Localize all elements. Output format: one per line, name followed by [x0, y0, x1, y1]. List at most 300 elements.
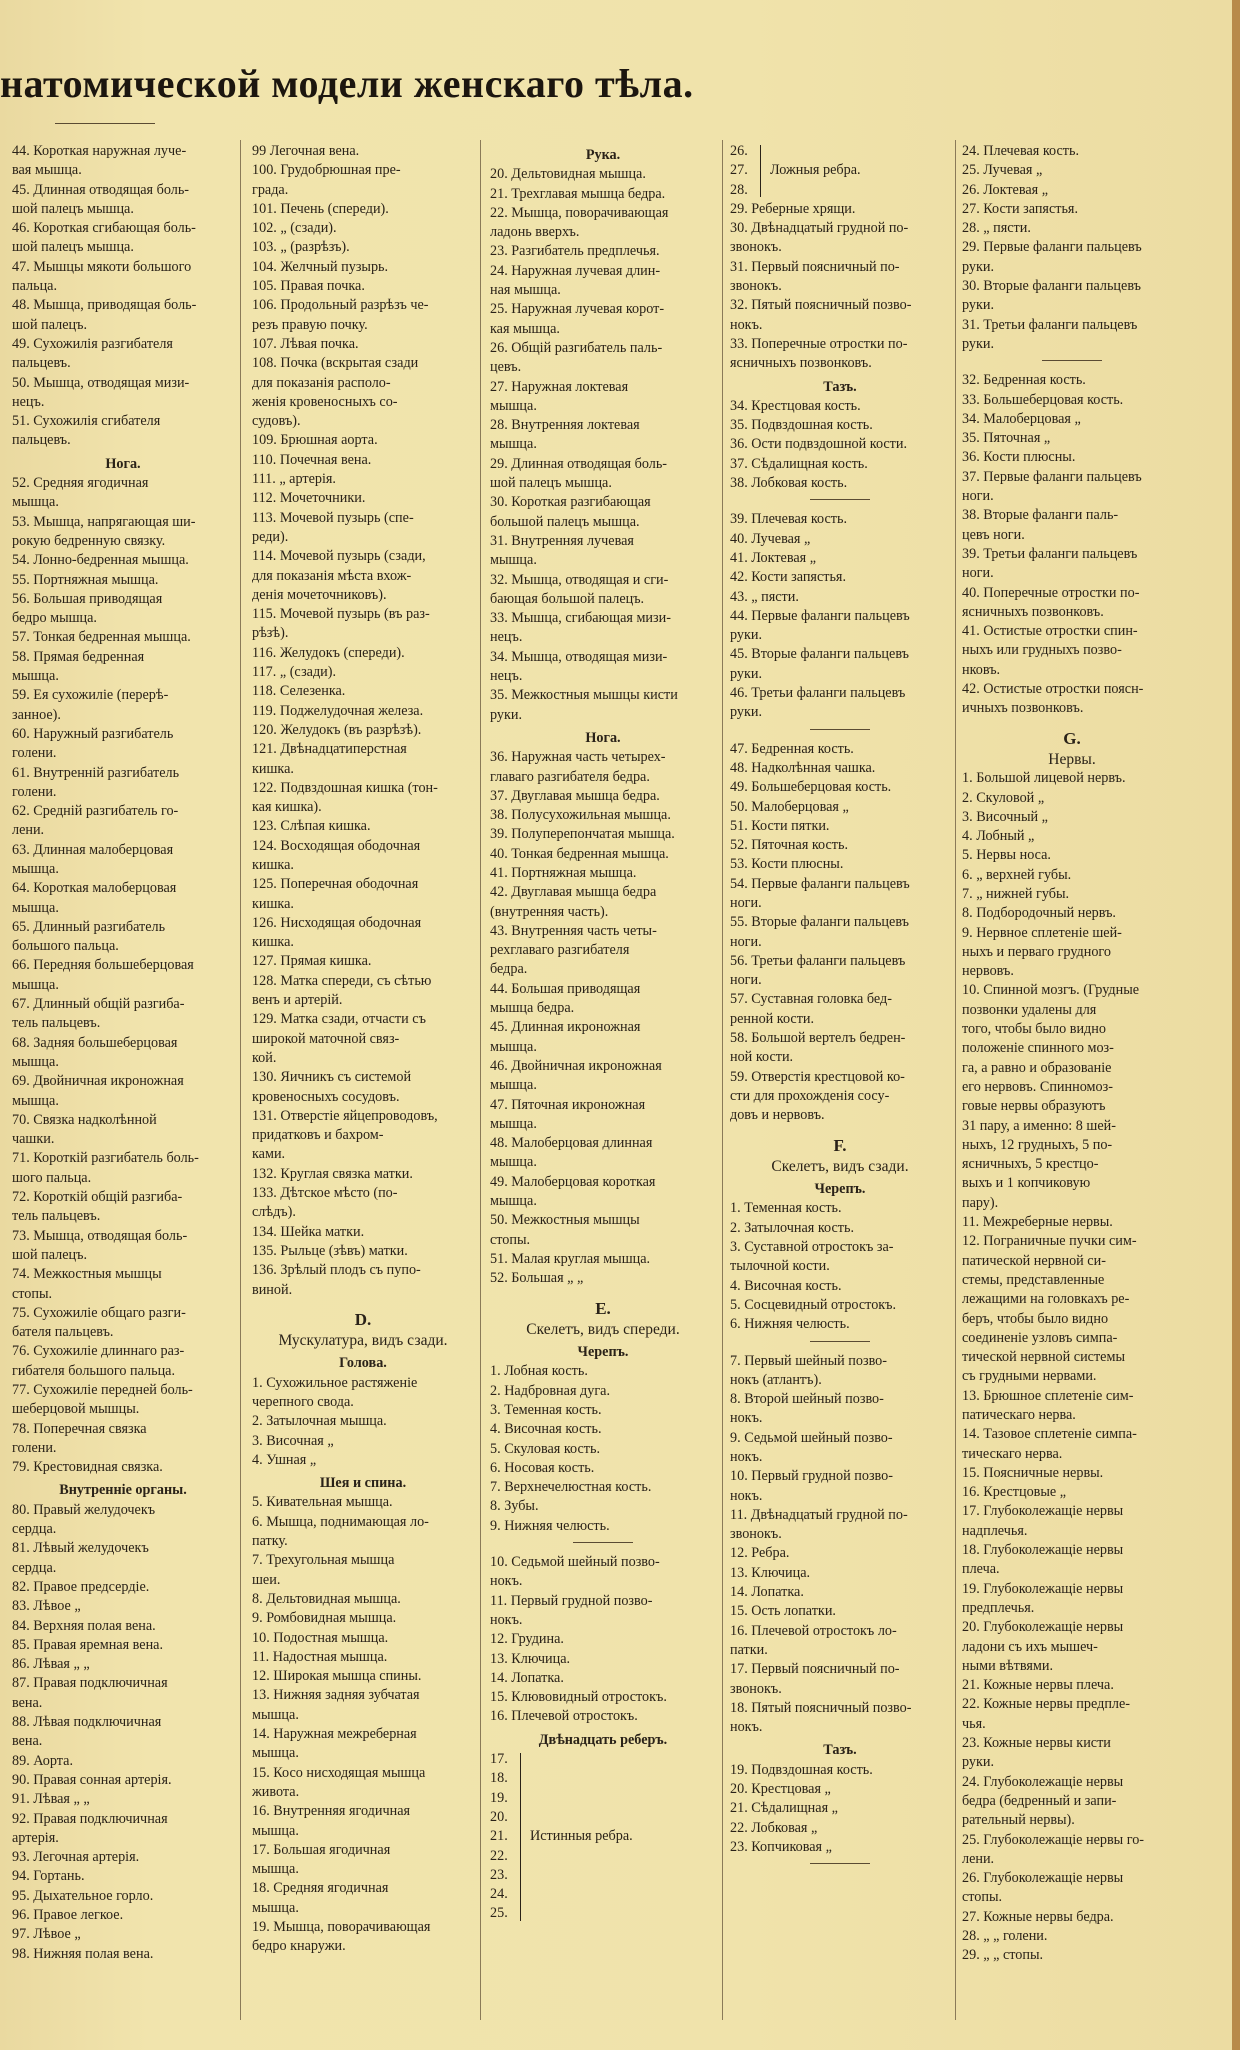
- list-item: кишка.: [252, 760, 294, 777]
- list-item: 49. Сухожилія разгибателя: [12, 335, 173, 352]
- list-item: женія кровеносныхъ со-: [252, 393, 398, 410]
- list-item: мышца.: [12, 976, 59, 993]
- list-item: 1. Сухожильное растяженіе: [252, 1374, 418, 1391]
- list-item: 11. Межреберные нервы.: [962, 1214, 1113, 1231]
- list-item: 29. Первые фаланги пальцевъ: [962, 239, 1142, 256]
- list-item: нецъ.: [490, 629, 523, 646]
- list-item: 7. Верхнечелюстная кость.: [490, 1479, 652, 1496]
- section-divider: [810, 1863, 870, 1864]
- list-item: 89. Аорта.: [12, 1752, 74, 1769]
- list-item: 73. Мышца, отводящая боль-: [12, 1227, 188, 1244]
- list-item: 34. Мышца, отводящая мизи-: [490, 648, 668, 665]
- list-item: 122. Подвздошная кишка (тон-: [252, 779, 438, 796]
- list-item: 14. Тазовое сплетеніе симпа-: [962, 1426, 1137, 1443]
- list-item: ныхъ или грудныхъ позво-: [962, 642, 1122, 659]
- list-item: ясничныхъ, 5 крестцо-: [962, 1156, 1099, 1173]
- list-item: 19. Мышца, поворачивающая: [252, 1919, 431, 1936]
- list-item: 100. Грудобрюшная пре-: [252, 162, 401, 179]
- list-item: 7. Первый шейный позво-: [730, 1352, 887, 1369]
- list-item: 10. Седьмой шейный позво-: [490, 1554, 660, 1571]
- list-item: кая мышца.: [490, 320, 560, 337]
- list-item: 83. Лѣвое „: [12, 1598, 81, 1615]
- list-item: мышца.: [490, 1193, 537, 1210]
- list-item: мышца бедра.: [490, 1000, 575, 1017]
- list-item: 84. Верхняя полая вена.: [12, 1617, 156, 1634]
- brace-label: Истинныя ребра.: [530, 1827, 633, 1844]
- list-item: 20. Дельтовидная мышца.: [490, 166, 646, 183]
- list-item: 59. Ея сухожиліе (перерѣ-: [12, 687, 169, 704]
- list-item: рехглаваго разгибателя: [490, 942, 630, 959]
- list-item: 52. Большая „ „: [490, 1270, 584, 1287]
- list-item: голени.: [12, 1439, 57, 1456]
- column-divider: [480, 140, 481, 2020]
- list-item: мышца.: [12, 899, 59, 916]
- list-item: кишка.: [252, 934, 294, 951]
- list-item: вая мышца.: [12, 162, 82, 179]
- list-item: 5. Сосцевидный отростокъ.: [730, 1296, 897, 1313]
- section-letter: G.: [1063, 728, 1081, 748]
- list-item: ясничныхъ позвонковъ.: [962, 603, 1104, 620]
- list-item: венъ и артерій.: [252, 992, 343, 1009]
- list-item: 118. Селезенка.: [252, 683, 346, 700]
- list-item: 9. Седьмой шейный позво-: [730, 1429, 893, 1446]
- list-item: кой.: [252, 1049, 277, 1066]
- list-item: пальцевъ.: [12, 432, 71, 449]
- list-item: 16. Крестцовые „: [962, 1484, 1067, 1501]
- list-item: мышца.: [490, 552, 537, 569]
- list-item: 127. Прямая кишка.: [252, 953, 372, 970]
- list-item: 27. Наружная локтевая: [490, 378, 629, 395]
- list-item: 99 Легочная вена.: [252, 143, 360, 159]
- list-item: мышца.: [252, 1899, 299, 1916]
- list-item: 75. Сухожиліе общаго разги-: [12, 1304, 186, 1321]
- list-item: 8. Зубы.: [490, 1498, 539, 1515]
- list-item: 53. Кости плюсны.: [730, 856, 844, 873]
- list-item: 115. Мочевой пузырь (въ раз-: [252, 606, 430, 623]
- section-subtitle: Нервы.: [1048, 750, 1096, 768]
- list-item: 116. Желудокъ (спереди).: [252, 644, 405, 661]
- list-item: стопы.: [12, 1285, 53, 1302]
- list-item: 9. Нервное сплетеніе шей-: [962, 924, 1122, 941]
- list-item: 14. Наружная межреберная: [252, 1726, 417, 1743]
- list-item: руки.: [962, 258, 995, 275]
- column-divider: [955, 140, 956, 2020]
- list-item: 131. Отверстіе яйцепроводовъ,: [252, 1107, 438, 1124]
- column-2: [252, 142, 474, 1957]
- list-item: шеберцовой мышцы.: [12, 1401, 140, 1418]
- list-item: 132. Круглая связка матки.: [252, 1165, 413, 1182]
- list-item: га, а равно и образованіе: [962, 1059, 1112, 1076]
- list-item: 90. Правая сонная артерія.: [12, 1771, 172, 1788]
- list-item: 94. Гортань.: [12, 1868, 85, 1885]
- list-item: кишка.: [252, 856, 294, 873]
- list-item: 39. Плечевая кость.: [730, 511, 847, 528]
- list-item: мышца.: [490, 1038, 537, 1055]
- list-item: 37. Двуглавая мышца бедра.: [490, 787, 660, 804]
- list-item: 24.: [490, 1886, 508, 1903]
- list-item: бателя пальцевъ.: [12, 1324, 114, 1341]
- list-item: мышца.: [490, 1115, 537, 1132]
- list-item: нервовъ.: [962, 963, 1014, 980]
- list-item: 32. Пятый поясничный позво-: [730, 297, 912, 314]
- list-item: ичныхъ позвонковъ.: [962, 700, 1084, 717]
- list-item: 25.: [490, 1905, 508, 1922]
- list-item: 12. Грудина.: [490, 1631, 564, 1648]
- list-item: звонокъ.: [730, 1680, 782, 1697]
- brace-label: Ложныя ребра.: [770, 161, 861, 178]
- column-4: [730, 142, 950, 1874]
- list-item: 29. Длинная отводящая боль-: [490, 455, 668, 472]
- list-item: 44. Короткая наружная луче-: [12, 143, 187, 159]
- list-item: 9. Нижняя челюсть.: [490, 1517, 610, 1534]
- list-item: 6. Носовая кость.: [490, 1459, 595, 1476]
- list-item: 117. „ (сзади).: [252, 664, 337, 681]
- section-heading: Черепъ.: [577, 1344, 629, 1361]
- list-item: тылочной кости.: [730, 1258, 830, 1275]
- list-item: бедра.: [490, 961, 528, 978]
- list-item: 3. Теменная кость.: [490, 1402, 602, 1418]
- list-item: плеча.: [962, 1561, 1000, 1578]
- page-title: натомической модели женскаго тѣла.: [0, 61, 694, 106]
- list-item: 17.: [490, 1751, 508, 1768]
- list-item: 46. Короткая сгибающая боль-: [12, 220, 196, 237]
- list-item: 45. Вторые фаланги пальцевъ: [730, 646, 909, 663]
- list-item: 50. Мышца, отводящая мизи-: [12, 374, 190, 391]
- list-item: 12. Ребра.: [730, 1545, 790, 1562]
- list-item: слѣдъ).: [252, 1204, 296, 1221]
- list-item: 25. Глубоколежащіе нервы го-: [962, 1831, 1145, 1848]
- list-item: ныхъ и перваго грудного: [962, 943, 1111, 960]
- list-item: 125. Поперечная ободочная: [252, 876, 419, 893]
- list-item: ладони съ ихъ мышеч-: [962, 1638, 1098, 1655]
- list-item: 47. Бедренная кость.: [730, 740, 854, 757]
- list-item: 103. „ (разрѣзъ).: [252, 239, 350, 256]
- list-item: руки.: [962, 335, 995, 352]
- list-item: 22. Мышца, поворачивающая: [490, 204, 669, 221]
- list-item: 7. „ нижней губы.: [962, 885, 1070, 902]
- section-heading: Нога.: [105, 455, 141, 472]
- list-item: 58. Большой вертелъ бедрен-: [730, 1030, 906, 1047]
- list-item: патической нервной си-: [962, 1252, 1106, 1269]
- list-item: сти для прохожденія сосу-: [730, 1087, 890, 1104]
- list-item: кровеносныхъ сосудовъ.: [252, 1088, 400, 1105]
- section-subtitle: Скелетъ, видъ спереди.: [526, 1320, 680, 1338]
- list-item: 47. Пяточная икроножная: [490, 1096, 646, 1113]
- section-divider: [573, 1542, 633, 1543]
- list-item: 8. Подбородочный нервъ.: [962, 905, 1116, 922]
- section-heading: Тазъ.: [823, 1742, 857, 1759]
- section-heading: Двѣнадцать реберъ.: [538, 1731, 668, 1748]
- list-item: патку.: [252, 1533, 288, 1550]
- list-item: 54. Лонно-бедренная мышца.: [12, 552, 189, 569]
- list-item: 71. Короткій разгибатель боль-: [12, 1150, 199, 1167]
- list-item: 49. Малоберцовая короткая: [490, 1173, 656, 1190]
- list-item: 112. Мочеточники.: [252, 490, 366, 507]
- list-item: большой палецъ мышца.: [490, 513, 640, 530]
- list-item: 18. Пятый поясничный позво-: [730, 1699, 912, 1716]
- list-item: патки.: [730, 1641, 768, 1658]
- list-item: 41. Портняжная мышца.: [490, 864, 637, 881]
- list-item: 134. Шейка матки.: [252, 1223, 365, 1240]
- list-item: артерія.: [12, 1829, 59, 1846]
- section-heading: Рука.: [585, 147, 621, 163]
- list-item: бающая большой палецъ.: [490, 590, 645, 607]
- list-item: мышца.: [12, 1092, 59, 1109]
- list-item: 42. Остистые отростки поясн-: [962, 681, 1144, 698]
- list-item: 31. Первый поясничный по-: [730, 258, 900, 275]
- section-heading: Шея и спина.: [319, 1475, 407, 1492]
- list-item: ная мышца.: [490, 282, 561, 299]
- list-item: 21.: [490, 1828, 508, 1845]
- list-item: 4. Ушная „: [252, 1451, 317, 1468]
- list-item: нокъ.: [730, 1449, 763, 1465]
- list-item: шой палецъ мышца.: [12, 200, 134, 217]
- list-item: бедро кнаружи.: [252, 1938, 346, 1955]
- list-item: 57. Суставная головка бед-: [730, 991, 892, 1008]
- list-item: 107. Лѣвая почка.: [252, 335, 359, 352]
- list-item: нокъ.: [730, 1719, 763, 1736]
- list-item: 72. Короткій общій разгиба-: [12, 1189, 183, 1206]
- list-item: звонокъ.: [730, 1526, 782, 1543]
- list-item: 114. Мочевой пузырь (сзади,: [252, 548, 426, 565]
- list-item: 70. Связка надколѣнной: [12, 1111, 157, 1128]
- list-item: 129. Матка сзади, отчасти съ: [252, 1011, 426, 1028]
- list-item: 15. Ость лопатки.: [730, 1603, 836, 1620]
- list-item: денія мочеточниковъ).: [252, 586, 387, 603]
- list-item: 123. Слѣпая кишка.: [252, 818, 371, 835]
- list-item: 15. Клювовидный отростокъ.: [490, 1689, 667, 1706]
- list-item: 17. Большая ягодичная: [252, 1841, 391, 1858]
- list-item: 33. Большеберцовая кость.: [962, 391, 1124, 408]
- list-item: сердца.: [12, 1559, 57, 1576]
- list-item: вена.: [12, 1733, 43, 1750]
- list-item: 81. Лѣвый желудочекъ: [12, 1540, 149, 1557]
- list-item: 15. Поясничные нервы.: [962, 1464, 1104, 1481]
- list-item: тель пальцевъ.: [12, 1015, 101, 1032]
- list-item: мышца.: [12, 668, 59, 685]
- list-item: 95. Дыхательное горло.: [12, 1887, 154, 1904]
- list-item: цевъ ноги.: [962, 526, 1025, 543]
- list-item: нокъ.: [490, 1611, 523, 1628]
- list-item: 13. Нижняя задняя зубчатая: [252, 1687, 420, 1704]
- list-item: руки.: [730, 665, 763, 682]
- list-item: резъ правую почку.: [252, 316, 368, 333]
- list-item: 40. Поперечные отростки по-: [962, 584, 1140, 601]
- list-item: нковъ.: [962, 661, 1001, 678]
- list-item: мышца.: [252, 1745, 299, 1762]
- list-item: 18.: [490, 1770, 508, 1787]
- list-item: 16. Плечевой отростокъ ло-: [730, 1622, 897, 1639]
- list-item: 5. Скуловая кость.: [490, 1440, 601, 1457]
- list-item: 23. Копчиковая „: [730, 1838, 832, 1855]
- list-item: 133. Дѣтское мѣсто (по-: [252, 1185, 398, 1202]
- list-item: мышца.: [490, 397, 537, 414]
- list-item: 64. Короткая малоберцовая: [12, 880, 177, 897]
- list-item: 120. Желудокъ (въ разрѣзѣ).: [252, 721, 422, 738]
- list-item: 69. Двойничная икроножная: [12, 1073, 184, 1090]
- brace-group: [490, 1750, 716, 1924]
- list-item: 48. Малоберцовая длинная: [490, 1135, 653, 1152]
- list-item: рокую бедренную связку.: [12, 532, 166, 549]
- list-item: бедра (бедренный и запи-: [962, 1792, 1117, 1809]
- section-divider: [810, 729, 870, 730]
- list-item: 32. Бедренная кость.: [962, 372, 1086, 389]
- list-item: 26. Локтевая „: [962, 181, 1049, 198]
- list-item: 11. Надостная мышца.: [252, 1648, 388, 1665]
- list-item: живота.: [252, 1783, 300, 1800]
- list-item: занное).: [12, 706, 61, 723]
- list-item: широкой маточной связ-: [252, 1030, 400, 1047]
- page-edge: [1232, 0, 1240, 2050]
- list-item: мышца.: [12, 1053, 59, 1070]
- list-item: 119. Поджелудочная железа.: [252, 702, 424, 719]
- list-item: 63. Длинная малоберцовая: [12, 841, 174, 858]
- list-item: патическаго нерва.: [962, 1407, 1076, 1423]
- list-item: 80. Правый желудочекъ: [12, 1501, 156, 1518]
- list-item: 104. Желчный пузырь.: [252, 258, 389, 275]
- column-divider: [722, 140, 723, 2020]
- list-item: 2. Скуловой „: [962, 789, 1045, 806]
- list-item: 37. Сѣдалищная кость.: [730, 455, 868, 472]
- list-item: 14. Лопатка.: [490, 1669, 564, 1686]
- list-item: ладонь вверхъ.: [490, 224, 580, 241]
- list-item: тической нервной системы: [962, 1349, 1125, 1366]
- list-item: довъ и нервовъ.: [730, 1107, 825, 1124]
- list-item: 67. Длинный общій разгиба-: [12, 996, 185, 1013]
- column-5: [962, 142, 1182, 1966]
- list-item: 56. Большая приводящая: [12, 590, 163, 607]
- list-item: шой палецъ.: [12, 316, 88, 333]
- list-item: ной кости.: [730, 1049, 794, 1066]
- title-divider: [55, 123, 155, 124]
- list-item: нокъ.: [490, 1573, 523, 1590]
- list-item: 8. Второй шейный позво-: [730, 1391, 884, 1408]
- list-item: 77. Сухожиліе передней боль-: [12, 1382, 193, 1398]
- section-letter: F.: [833, 1135, 847, 1155]
- list-item: 40. Тонкая бедренная мышца.: [490, 845, 669, 862]
- list-item: руки.: [962, 297, 995, 314]
- list-item: беръ, чтобы было видно: [962, 1310, 1109, 1327]
- list-item: 17. Глубоколежащіе нервы: [962, 1503, 1124, 1520]
- list-item: чашки.: [12, 1131, 55, 1148]
- list-item: 21. Кожные нервы плеча.: [962, 1677, 1114, 1694]
- list-item: 61. Внутренній разгибатель: [12, 764, 180, 781]
- list-item: 128. Матка спереди, съ сѣтью: [252, 972, 432, 989]
- list-item: 86. Лѣвая „ „: [12, 1656, 90, 1673]
- list-item: руки.: [730, 627, 763, 644]
- list-item: мышца.: [252, 1822, 299, 1839]
- list-item: 24. Глубоколежащіе нервы: [962, 1773, 1124, 1790]
- list-item: пальца.: [12, 278, 58, 295]
- list-item: ными вѣтвями.: [962, 1657, 1053, 1674]
- list-item: 101. Печень (спереди).: [252, 200, 389, 217]
- list-item: лени.: [962, 1850, 995, 1867]
- list-item: стемы, представленные: [962, 1271, 1105, 1288]
- section-divider: [810, 499, 870, 500]
- list-item: 44. Большая приводящая: [490, 980, 641, 997]
- list-item: 19.: [490, 1789, 508, 1806]
- list-item: 130. Яичникъ съ системой: [252, 1069, 412, 1086]
- list-item: 3. Суставной отростокъ за-: [730, 1239, 894, 1256]
- list-item: 4. Височная кость.: [730, 1277, 842, 1294]
- list-item: 126. Нисходящая ободочная: [252, 914, 422, 931]
- list-item: съ грудными нервами.: [962, 1368, 1097, 1385]
- list-item: 4. Лобный „: [962, 828, 1035, 845]
- list-item: 10. Первый грудной позво-: [730, 1468, 893, 1485]
- list-item: 46. Третьи фаланги пальцевъ: [730, 685, 906, 702]
- list-item: 30. Вторые фаланги пальцевъ: [962, 278, 1141, 295]
- list-item: 55. Портняжная мышца.: [12, 571, 159, 588]
- list-item: 24. Плечевая кость.: [962, 143, 1079, 159]
- list-item: пальцевъ.: [12, 355, 71, 372]
- list-item: 38. Полусухожильная мышца.: [490, 807, 671, 824]
- list-item: 85. Правая яремная вена.: [12, 1636, 164, 1653]
- list-item: голени.: [12, 783, 57, 800]
- section-divider: [1042, 360, 1102, 361]
- list-item: мышца.: [490, 1154, 537, 1171]
- list-item: 52. Средняя ягодичная: [12, 475, 149, 492]
- list-item: гибателя большого пальца.: [12, 1362, 176, 1379]
- list-item: 23. Кожные нервы кисти: [962, 1735, 1111, 1752]
- list-item: для показанія располо-: [252, 374, 391, 391]
- brace-mark: [760, 145, 761, 197]
- list-item: 8. Дельтовидная мышца.: [252, 1590, 401, 1607]
- list-item: нецъ.: [12, 393, 45, 410]
- list-item: 46. Двойничная икроножная: [490, 1057, 662, 1074]
- list-item: нокъ.: [730, 1487, 763, 1504]
- list-item: 1. Теменная кость.: [730, 1200, 842, 1217]
- list-item: 30. Двѣнадцатый грудной по-: [730, 220, 909, 237]
- list-item: бедро мышца.: [12, 610, 97, 627]
- list-item: 38. Лобковая кость.: [730, 475, 848, 492]
- list-item: нецъ.: [490, 668, 523, 685]
- list-item: 108. Почка (вскрытая сзади: [252, 355, 419, 372]
- list-item: 58. Прямая бедренная: [12, 648, 145, 665]
- list-item: рательный нервы).: [962, 1812, 1075, 1829]
- list-item: 2. Затылочная мышца.: [252, 1413, 387, 1430]
- list-item: 45. Длинная отводящая боль-: [12, 181, 190, 198]
- list-item: 34. Малоберцовая „: [962, 410, 1081, 427]
- list-item: того, чтобы было видно: [962, 1021, 1106, 1038]
- list-item: 13. Ключица.: [490, 1650, 571, 1667]
- list-item: тическаго нерва.: [962, 1445, 1063, 1462]
- list-item: 36. Кости плюсны.: [962, 449, 1076, 466]
- list-item: 20.: [490, 1808, 508, 1825]
- list-item: 22. Кожные нервы предпле-: [962, 1696, 1131, 1713]
- list-item: 10. Спинной мозгъ. (Грудные: [962, 982, 1140, 999]
- list-item: 65. Длинный разгибатель: [12, 918, 166, 935]
- list-item: 87. Правая подключичная: [12, 1675, 168, 1692]
- list-item: для показанія мѣста вхож-: [252, 567, 412, 584]
- list-item: 43. „ пясти.: [730, 588, 799, 605]
- list-item: судовъ).: [252, 413, 301, 430]
- list-item: сердца.: [12, 1521, 57, 1538]
- section-subtitle: Мускулатура, видъ сзади.: [278, 1332, 448, 1350]
- list-item: мышца.: [12, 860, 59, 877]
- list-item: мышца.: [252, 1861, 299, 1878]
- list-item: 51. Малая круглая мышца.: [490, 1250, 651, 1267]
- list-item: 5. Нервы носа.: [962, 847, 1051, 864]
- list-item: шой палецъ мышца.: [12, 239, 134, 256]
- list-item: 28.: [730, 181, 748, 198]
- list-item: лени.: [12, 822, 45, 839]
- list-item: 6. „ верхней губы.: [962, 866, 1072, 883]
- list-item: 33. Поперечные отростки по-: [730, 335, 908, 352]
- list-item: мышца.: [12, 494, 59, 511]
- list-item: соединеніе узловъ симпа-: [962, 1329, 1118, 1346]
- list-item: лежащими на головкахъ ре-: [962, 1291, 1130, 1308]
- list-item: кишка.: [252, 895, 294, 912]
